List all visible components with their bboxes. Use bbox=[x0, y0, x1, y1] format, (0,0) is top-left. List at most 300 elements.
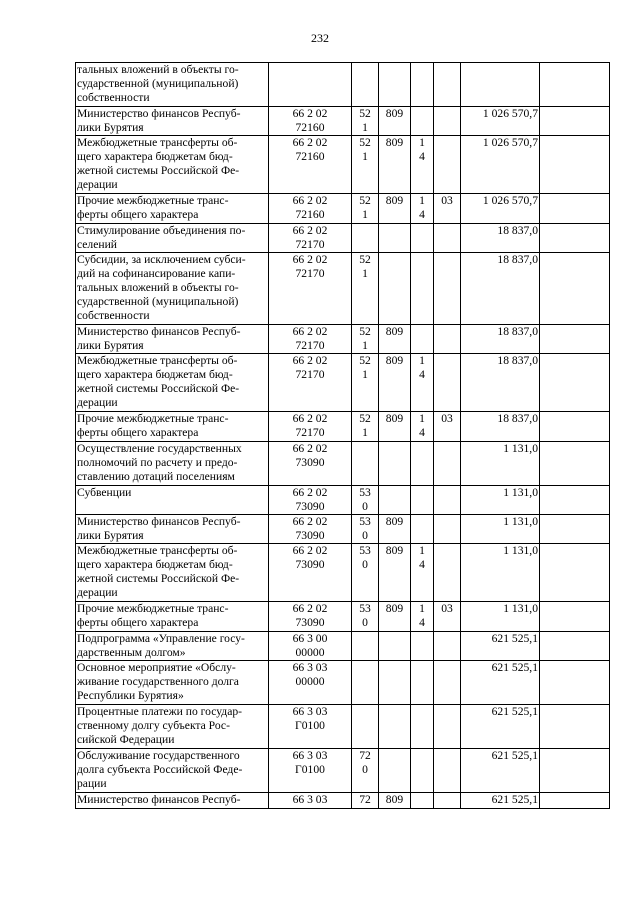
row-amount-value: 1 131,0 bbox=[503, 486, 538, 499]
row-subsection-value: 03 bbox=[441, 412, 453, 425]
row-target-code bbox=[269, 412, 352, 442]
row-target-code bbox=[269, 705, 352, 749]
row-target-code-line: 66 3 03 bbox=[292, 661, 328, 674]
row-target-code bbox=[269, 194, 352, 224]
row-expense-type-line: 0 bbox=[362, 558, 368, 571]
row-expense-type-line: 53 bbox=[359, 544, 371, 557]
row-subsection bbox=[434, 486, 461, 515]
row-name-line: Подпрограмма «Управление госу- bbox=[77, 632, 245, 645]
row-empty-cell bbox=[540, 442, 610, 486]
row-section bbox=[411, 136, 434, 194]
row-admin-code bbox=[379, 632, 411, 661]
row-name-line: дерации bbox=[77, 178, 118, 191]
row-subsection-value: 03 bbox=[441, 602, 453, 615]
row-section-line: 1 bbox=[419, 544, 425, 557]
row-subsection bbox=[434, 602, 461, 632]
row-amount bbox=[461, 486, 540, 515]
row-admin-code bbox=[379, 515, 411, 544]
row-target-code bbox=[269, 632, 352, 661]
row-expense-type-line: 52 bbox=[359, 194, 371, 207]
row-section bbox=[411, 224, 434, 253]
row-target-code bbox=[269, 354, 352, 412]
row-target-code-line: 66 2 02 bbox=[292, 224, 328, 237]
row-admin-code bbox=[379, 194, 411, 224]
row-name bbox=[76, 354, 269, 412]
row-section-line: 1 bbox=[419, 354, 425, 367]
row-empty-cell bbox=[540, 325, 610, 354]
row-expense-type-line: 0 bbox=[362, 763, 368, 776]
row-amount bbox=[461, 793, 540, 809]
row-target-code-line: 72170 bbox=[295, 426, 325, 439]
row-expense-type-line: 1 bbox=[362, 208, 368, 221]
row-amount-value: 1 131,0 bbox=[503, 515, 538, 528]
row-expense-type-line: 1 bbox=[362, 368, 368, 381]
row-section-line: 1 bbox=[419, 602, 425, 615]
row-target-code-line: 66 2 02 bbox=[292, 602, 328, 615]
row-section-line: 4 bbox=[419, 368, 425, 381]
row-expense-type bbox=[352, 515, 379, 544]
row-name-line: Обслуживание государственного bbox=[77, 749, 240, 762]
row-admin-code bbox=[379, 705, 411, 749]
row-name-line: Министерство финансов Респуб- bbox=[77, 107, 241, 120]
row-name-line: собственности bbox=[77, 309, 150, 322]
row-target-code bbox=[269, 515, 352, 544]
row-admin-code bbox=[379, 486, 411, 515]
row-name-line: дий на софинансирование капи- bbox=[77, 267, 236, 280]
budget-table bbox=[75, 62, 610, 809]
row-expense-type bbox=[352, 412, 379, 442]
row-name-line: Прочие межбюджетные транс- bbox=[77, 412, 229, 425]
row-expense-type-line: 72 bbox=[359, 749, 371, 762]
row-section bbox=[411, 793, 434, 809]
row-empty-cell bbox=[540, 544, 610, 602]
row-name bbox=[76, 661, 269, 705]
row-admin-code bbox=[379, 107, 411, 136]
row-name bbox=[76, 253, 269, 325]
row-target-code-line: 66 2 02 bbox=[292, 194, 328, 207]
row-name-line: живание государственного долга bbox=[77, 675, 239, 688]
table-row bbox=[76, 749, 610, 793]
row-name-line: долга субъекта Российской Феде- bbox=[77, 763, 243, 776]
row-section-line: 1 bbox=[419, 136, 425, 149]
row-section-line: 1 bbox=[419, 412, 425, 425]
table-row bbox=[76, 661, 610, 705]
row-expense-type bbox=[352, 486, 379, 515]
row-admin-code-value: 809 bbox=[385, 107, 404, 120]
row-expense-type bbox=[352, 194, 379, 224]
row-name-line: дерации bbox=[77, 396, 118, 409]
row-section bbox=[411, 486, 434, 515]
row-name-line: Осуществление государственных bbox=[77, 442, 242, 455]
row-expense-type bbox=[352, 253, 379, 325]
row-section bbox=[411, 515, 434, 544]
row-expense-type-line: 53 bbox=[359, 602, 371, 615]
table-row bbox=[76, 136, 610, 194]
table-row bbox=[76, 412, 610, 442]
row-expense-type bbox=[352, 325, 379, 354]
row-name bbox=[76, 63, 269, 107]
row-name-line: лики Бурятия bbox=[77, 121, 144, 134]
row-name-line: жетной системы Российской Фе- bbox=[77, 164, 240, 177]
row-section-line: 4 bbox=[419, 150, 425, 163]
row-name-line: Межбюджетные трансферты об- bbox=[77, 544, 238, 557]
row-subsection bbox=[434, 749, 461, 793]
row-section bbox=[411, 325, 434, 354]
row-name bbox=[76, 544, 269, 602]
row-name-line: щего характера бюджетам бюд- bbox=[77, 558, 233, 571]
row-amount bbox=[461, 661, 540, 705]
row-expense-type-line: 52 bbox=[359, 107, 371, 120]
row-expense-type bbox=[352, 661, 379, 705]
row-subsection bbox=[434, 194, 461, 224]
row-name-line: Прочие межбюджетные транс- bbox=[77, 194, 229, 207]
row-admin-code bbox=[379, 442, 411, 486]
row-name bbox=[76, 136, 269, 194]
row-amount bbox=[461, 224, 540, 253]
row-target-code-line: 66 2 02 bbox=[292, 325, 328, 338]
row-subsection bbox=[434, 442, 461, 486]
row-name-line: дерации bbox=[77, 586, 118, 599]
row-name-line: Республики Бурятия» bbox=[77, 689, 184, 702]
row-name bbox=[76, 793, 269, 809]
table-body bbox=[76, 63, 610, 809]
row-empty-cell bbox=[540, 705, 610, 749]
row-target-code-line: 66 3 00 bbox=[292, 632, 328, 645]
row-admin-code-value: 809 bbox=[385, 194, 404, 207]
row-name-line: Субвенции bbox=[77, 486, 132, 499]
row-subsection-value: 03 bbox=[441, 194, 453, 207]
row-section bbox=[411, 412, 434, 442]
row-section-line: 4 bbox=[419, 616, 425, 629]
row-admin-code bbox=[379, 354, 411, 412]
row-amount-value: 18 837,0 bbox=[497, 325, 538, 338]
row-amount bbox=[461, 705, 540, 749]
row-admin-code bbox=[379, 544, 411, 602]
row-expense-type-line: 0 bbox=[362, 616, 368, 629]
row-section bbox=[411, 749, 434, 793]
row-section-line: 1 bbox=[419, 194, 425, 207]
row-amount-value: 18 837,0 bbox=[497, 412, 538, 425]
row-section bbox=[411, 544, 434, 602]
row-subsection bbox=[434, 63, 461, 107]
row-target-code bbox=[269, 749, 352, 793]
row-amount bbox=[461, 632, 540, 661]
row-name-line: Основное мероприятие «Обслу- bbox=[77, 661, 236, 674]
table-row bbox=[76, 194, 610, 224]
row-name-line: Министерство финансов Респуб- bbox=[77, 325, 241, 338]
row-admin-code bbox=[379, 661, 411, 705]
row-target-code-line: 72160 bbox=[295, 150, 325, 163]
row-name bbox=[76, 602, 269, 632]
row-empty-cell bbox=[540, 749, 610, 793]
row-name-line: Министерство финансов Респуб- bbox=[77, 793, 241, 806]
row-name bbox=[76, 107, 269, 136]
row-target-code-line: 73090 bbox=[295, 529, 325, 542]
table-row bbox=[76, 442, 610, 486]
row-target-code-line: Г0100 bbox=[295, 719, 325, 732]
row-admin-code bbox=[379, 136, 411, 194]
row-amount bbox=[461, 253, 540, 325]
row-target-code-line: 00000 bbox=[295, 646, 325, 659]
table-row bbox=[76, 325, 610, 354]
row-name-line: селений bbox=[77, 238, 117, 251]
row-amount bbox=[461, 442, 540, 486]
row-name bbox=[76, 194, 269, 224]
table-row bbox=[76, 354, 610, 412]
row-expense-type bbox=[352, 63, 379, 107]
row-admin-code bbox=[379, 749, 411, 793]
row-section bbox=[411, 253, 434, 325]
row-section bbox=[411, 661, 434, 705]
row-target-code-line: 66 2 02 bbox=[292, 486, 328, 499]
row-name bbox=[76, 442, 269, 486]
row-target-code-line: 66 2 02 bbox=[292, 412, 328, 425]
row-name-line: собственности bbox=[77, 91, 150, 104]
row-target-code bbox=[269, 793, 352, 809]
row-target-code bbox=[269, 602, 352, 632]
row-section bbox=[411, 107, 434, 136]
row-amount-value: 1 026 570,7 bbox=[482, 194, 538, 207]
row-name-line: лики Бурятия bbox=[77, 339, 144, 352]
row-empty-cell bbox=[540, 515, 610, 544]
row-expense-type bbox=[352, 793, 379, 809]
row-admin-code-value: 809 bbox=[385, 325, 404, 338]
row-section bbox=[411, 63, 434, 107]
row-expense-type-line: 52 bbox=[359, 412, 371, 425]
row-amount-value: 621 525,1 bbox=[491, 793, 538, 806]
row-expense-type-line: 1 bbox=[362, 267, 368, 280]
table-row bbox=[76, 63, 610, 107]
row-target-code bbox=[269, 442, 352, 486]
row-section bbox=[411, 632, 434, 661]
row-target-code-line: 66 2 02 bbox=[292, 136, 328, 149]
row-amount bbox=[461, 194, 540, 224]
row-subsection bbox=[434, 412, 461, 442]
row-subsection bbox=[434, 793, 461, 809]
row-amount-value: 621 525,1 bbox=[491, 705, 538, 718]
row-target-code-line: 73090 bbox=[295, 558, 325, 571]
row-amount bbox=[461, 63, 540, 107]
row-expense-type-line: 52 bbox=[359, 253, 371, 266]
row-target-code-line: 72170 bbox=[295, 267, 325, 280]
row-admin-code bbox=[379, 325, 411, 354]
row-admin-code bbox=[379, 602, 411, 632]
row-admin-code-value: 809 bbox=[385, 136, 404, 149]
row-name-line: Стимулирование объединения по- bbox=[77, 224, 246, 237]
row-amount bbox=[461, 107, 540, 136]
row-amount bbox=[461, 749, 540, 793]
row-empty-cell bbox=[540, 793, 610, 809]
row-target-code-line: 72170 bbox=[295, 368, 325, 381]
row-admin-code-value: 809 bbox=[385, 515, 404, 528]
row-target-code-line: 72160 bbox=[295, 208, 325, 221]
row-empty-cell bbox=[540, 412, 610, 442]
row-amount bbox=[461, 325, 540, 354]
row-empty-cell bbox=[540, 354, 610, 412]
row-expense-type bbox=[352, 544, 379, 602]
row-admin-code bbox=[379, 253, 411, 325]
row-expense-type-line: 52 bbox=[359, 136, 371, 149]
row-empty-cell bbox=[540, 253, 610, 325]
table-row bbox=[76, 515, 610, 544]
row-expense-type-line: 1 bbox=[362, 339, 368, 352]
row-name-line: сударственной (муниципальной) bbox=[77, 77, 239, 90]
row-amount-value: 18 837,0 bbox=[497, 224, 538, 237]
row-amount bbox=[461, 602, 540, 632]
row-name-line: Министерство финансов Респуб- bbox=[77, 515, 241, 528]
row-amount-value: 621 525,1 bbox=[491, 661, 538, 674]
row-target-code-line: 66 2 02 bbox=[292, 442, 328, 455]
row-amount bbox=[461, 515, 540, 544]
row-target-code bbox=[269, 253, 352, 325]
row-name-line: ственному долгу субъекта Рос- bbox=[77, 719, 230, 732]
row-name-line: ферты общего характера bbox=[77, 208, 199, 221]
row-amount-value: 621 525,1 bbox=[491, 632, 538, 645]
row-name-line: сийской Федерации bbox=[77, 733, 175, 746]
row-empty-cell bbox=[540, 194, 610, 224]
row-expense-type bbox=[352, 705, 379, 749]
row-name-line: рации bbox=[77, 777, 107, 790]
table-row bbox=[76, 253, 610, 325]
row-subsection bbox=[434, 544, 461, 602]
row-target-code bbox=[269, 63, 352, 107]
row-target-code-line: 72170 bbox=[295, 238, 325, 251]
row-name-line: Межбюджетные трансферты об- bbox=[77, 354, 238, 367]
row-subsection bbox=[434, 661, 461, 705]
row-section-line: 4 bbox=[419, 426, 425, 439]
row-expense-type-line: 0 bbox=[362, 529, 368, 542]
row-expense-type bbox=[352, 632, 379, 661]
row-name-line: щего характера бюджетам бюд- bbox=[77, 150, 233, 163]
row-target-code bbox=[269, 224, 352, 253]
row-expense-type-line: 52 bbox=[359, 325, 371, 338]
row-name-line: полномочий по расчету и предо- bbox=[77, 456, 238, 469]
row-target-code bbox=[269, 107, 352, 136]
row-empty-cell bbox=[540, 661, 610, 705]
row-amount-value: 1 131,0 bbox=[503, 442, 538, 455]
row-target-code-line: 73090 bbox=[295, 616, 325, 629]
table-row bbox=[76, 544, 610, 602]
row-expense-type-line: 0 bbox=[362, 500, 368, 513]
row-target-code bbox=[269, 661, 352, 705]
row-name-line: ферты общего характера bbox=[77, 616, 199, 629]
row-name bbox=[76, 515, 269, 544]
row-expense-type bbox=[352, 224, 379, 253]
row-section bbox=[411, 194, 434, 224]
table-row bbox=[76, 486, 610, 515]
row-empty-cell bbox=[540, 136, 610, 194]
page-number: 232 bbox=[311, 31, 329, 45]
row-amount-value: 1 131,0 bbox=[503, 602, 538, 615]
row-expense-type-line: 52 bbox=[359, 354, 371, 367]
table-row bbox=[76, 602, 610, 632]
row-expense-type bbox=[352, 354, 379, 412]
row-section bbox=[411, 602, 434, 632]
table-row bbox=[76, 793, 610, 809]
row-expense-type-line: 53 bbox=[359, 486, 371, 499]
row-expense-type-line: 1 bbox=[362, 426, 368, 439]
row-subsection bbox=[434, 253, 461, 325]
row-target-code-line: 66 3 03 bbox=[292, 793, 328, 806]
row-target-code-line: 66 2 02 bbox=[292, 544, 328, 557]
row-name-line: тальных вложений в объекты го- bbox=[77, 281, 239, 294]
row-section bbox=[411, 354, 434, 412]
row-amount bbox=[461, 354, 540, 412]
row-name bbox=[76, 224, 269, 253]
row-expense-type-line: 1 bbox=[362, 121, 368, 134]
row-empty-cell bbox=[540, 602, 610, 632]
row-target-code-line: 72170 bbox=[295, 339, 325, 352]
row-name bbox=[76, 705, 269, 749]
row-admin-code-value: 809 bbox=[385, 602, 404, 615]
row-target-code bbox=[269, 544, 352, 602]
row-name bbox=[76, 325, 269, 354]
row-expense-type-line: 1 bbox=[362, 150, 368, 163]
row-expense-type bbox=[352, 602, 379, 632]
row-name-line: жетной системы Российской Фе- bbox=[77, 382, 240, 395]
row-target-code-line: 66 3 03 bbox=[292, 749, 328, 762]
row-name-line: дарственным долгом» bbox=[77, 646, 186, 659]
row-subsection bbox=[434, 325, 461, 354]
row-name-line: жетной системы Российской Фе- bbox=[77, 572, 240, 585]
row-target-code-line: 73090 bbox=[295, 500, 325, 513]
row-name-line: Прочие межбюджетные транс- bbox=[77, 602, 229, 615]
row-target-code-line: 72160 bbox=[295, 121, 325, 134]
row-empty-cell bbox=[540, 486, 610, 515]
row-target-code-line: 66 3 03 bbox=[292, 705, 328, 718]
row-amount-value: 621 525,1 bbox=[491, 749, 538, 762]
row-empty-cell bbox=[540, 63, 610, 107]
row-target-code-line: 66 2 02 bbox=[292, 107, 328, 120]
row-expense-type bbox=[352, 749, 379, 793]
row-admin-code bbox=[379, 793, 411, 809]
row-section bbox=[411, 705, 434, 749]
row-name-line: тальных вложений в объекты го- bbox=[77, 63, 239, 76]
row-admin-code-value: 809 bbox=[385, 793, 404, 806]
row-admin-code-value: 809 bbox=[385, 412, 404, 425]
row-empty-cell bbox=[540, 224, 610, 253]
row-name bbox=[76, 749, 269, 793]
row-amount-value: 1 026 570,7 bbox=[482, 136, 538, 149]
row-name bbox=[76, 412, 269, 442]
row-name bbox=[76, 632, 269, 661]
row-name-line: ферты общего характера bbox=[77, 426, 199, 439]
row-expense-type-line: 72 bbox=[359, 793, 371, 806]
row-amount bbox=[461, 412, 540, 442]
row-expense-type-line: 53 bbox=[359, 515, 371, 528]
row-admin-code-value: 809 bbox=[385, 354, 404, 367]
row-section-line: 4 bbox=[419, 208, 425, 221]
row-subsection bbox=[434, 354, 461, 412]
row-amount-value: 1 131,0 bbox=[503, 544, 538, 557]
row-admin-code bbox=[379, 412, 411, 442]
row-amount-value: 18 837,0 bbox=[497, 354, 538, 367]
row-target-code-line: 66 2 02 bbox=[292, 253, 328, 266]
row-subsection bbox=[434, 515, 461, 544]
row-admin-code-value: 809 bbox=[385, 544, 404, 557]
row-name-line: ставлению дотаций поселениям bbox=[77, 470, 235, 483]
row-subsection bbox=[434, 632, 461, 661]
row-amount-value: 18 837,0 bbox=[497, 253, 538, 266]
row-subsection bbox=[434, 224, 461, 253]
row-name-line: Субсидии, за исключением субси- bbox=[77, 253, 246, 266]
row-target-code bbox=[269, 325, 352, 354]
row-target-code-line: 00000 bbox=[295, 675, 325, 688]
row-section-line: 4 bbox=[419, 558, 425, 571]
row-target-code-line: 66 2 02 bbox=[292, 515, 328, 528]
row-name-line: Процентные платежи по государ- bbox=[77, 705, 243, 718]
row-subsection bbox=[434, 107, 461, 136]
